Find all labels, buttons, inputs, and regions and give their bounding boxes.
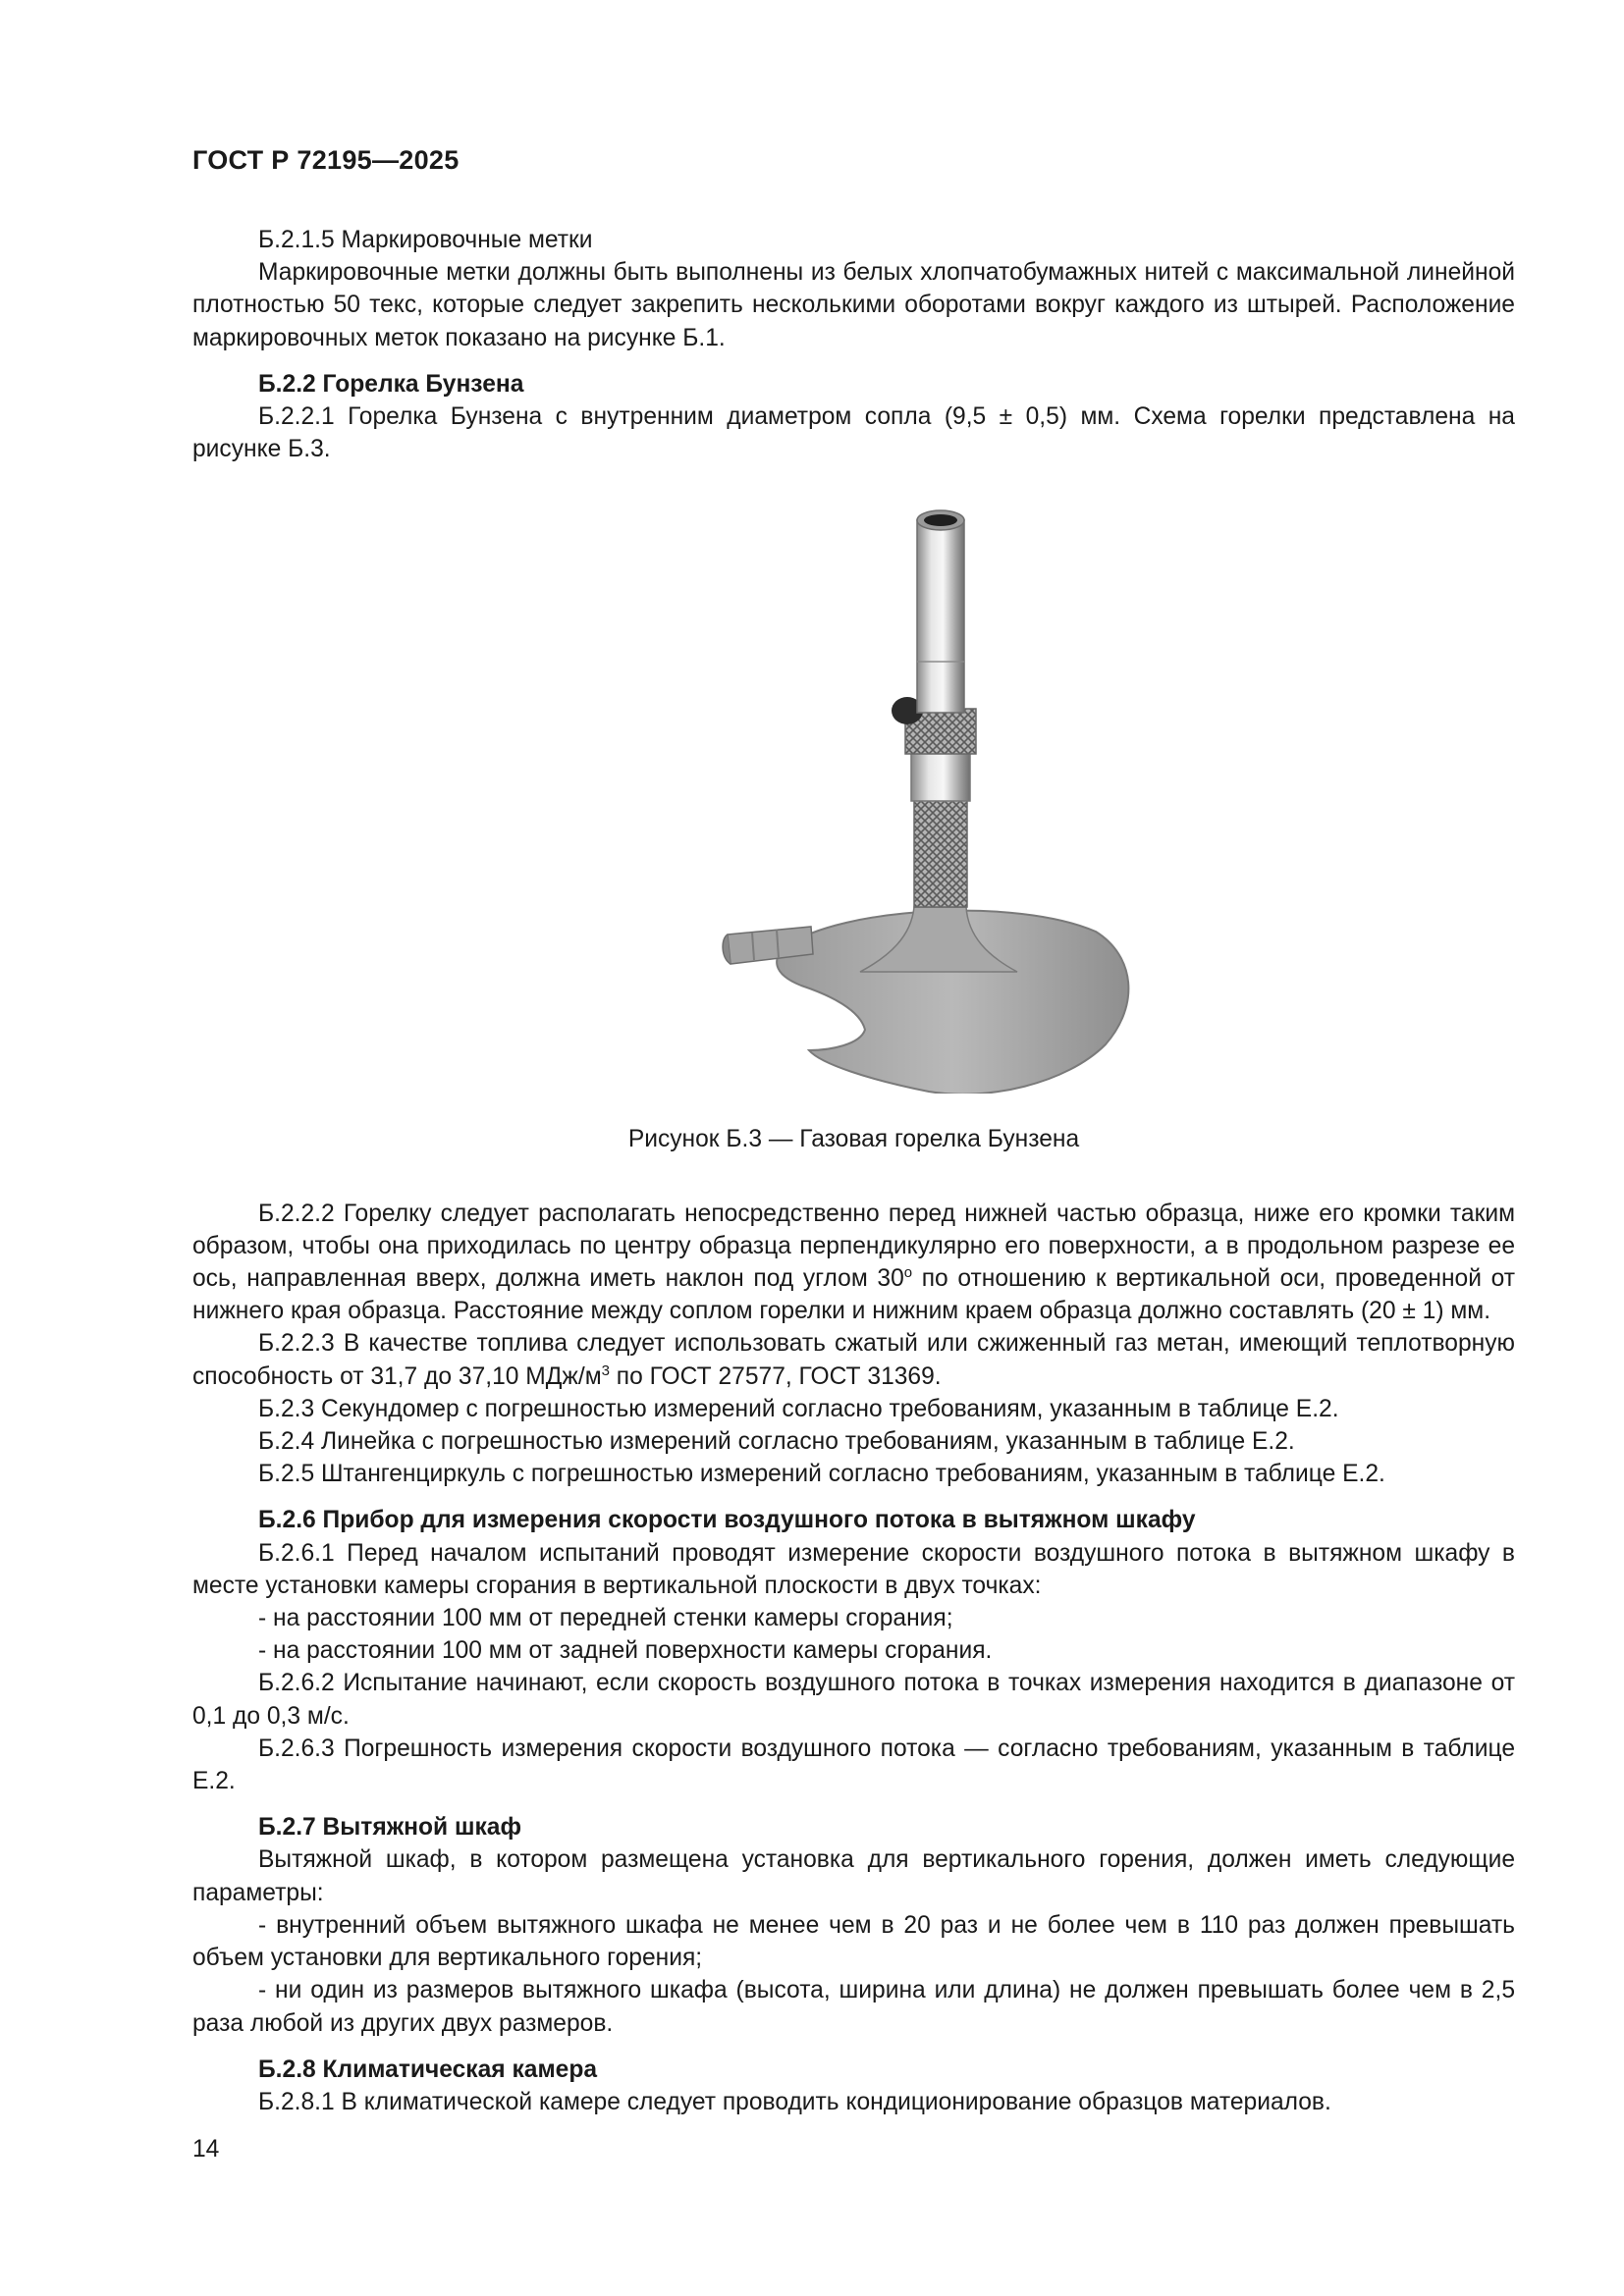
unit-superscript: 3 — [601, 1362, 610, 1379]
paragraph: Б.2.6.1 Перед началом испытаний проводят измерение скорости воздушного потока в вытяжном шкафу в месте установки камеры сгорания в вертикальной плоскости в двух точках: — [192, 1539, 1515, 1599]
section-heading: Б.2.8 Климатическая камера — [258, 2056, 598, 2083]
document-header: ГОСТ Р 72195—2025 — [192, 145, 460, 175]
paragraph: Б.2.6.3 Погрешность измерения скорости воздушного потока — согласно требованиям, указанным в таблице Е.2. — [192, 1735, 1515, 1795]
section-heading: Б.2.2 Горелка Бунзена — [258, 370, 524, 398]
section-heading: Б.2.6 Прибор для измерения скорости воздушного потока в вытяжном шкафу — [258, 1507, 1196, 1534]
page-number: 14 — [192, 2136, 220, 2163]
paragraph: Б.2.8.1 В климатической камере следует проводить кондиционирование образцов материалов. — [258, 2088, 1331, 2115]
bunsen-burner-image — [693, 495, 1243, 1094]
list-item: - на расстоянии 100 мм от задней поверхности камеры сгорания. — [258, 1637, 993, 1665]
list-item: - ни один из размеров вытяжного шкафа (высота, ширина или длина) не должен превышать более чем в 2,5 раза любой из других двух размеров. — [192, 1977, 1515, 2037]
paragraph-text: по ГОСТ 27577, ГОСТ 31369. — [609, 1362, 942, 1390]
paragraph — [192, 1198, 1515, 1328]
paragraph: Б.2.4 Линейка с погрешностью измерений согласно требованиям, указанным в таблице Е.2. — [258, 1428, 1295, 1456]
paragraph-text: Б.2.2.2 Горелку следует располагать непосредственно перед нижней частью образца, ниже его кромки таким образом, чтобы она приходилась по центру образца перпендикулярно его поверхности, а в продольном разрезе ее ось, направленная вверх, должна иметь наклон под углом 30 — [192, 1200, 1515, 1293]
paragraph: Б.2.1.5 Маркировочные метки — [258, 227, 593, 253]
paragraph-text: по отношению к вертикальной оси, проведенной от нижнего края образца. Расстояние между соплом горелки и нижним краем образца должно составлять (20 ± 1) мм. — [192, 1265, 1516, 1325]
paragraph: Б.2.6.2 Испытание начинают, если скорость воздушного потока в точках измерения находится в диапазоне от 0,1 до 0,3 м/с. — [192, 1670, 1515, 1730]
paragraph: Б.2.5 Штангенциркуль с погрешностью измерений согласно требованиям, указанным в таблице Е.2. — [258, 1461, 1385, 1488]
paragraph — [192, 1327, 1515, 1392]
degree-superscript: о — [903, 1264, 913, 1282]
figure-caption: Рисунок Б.3 — Газовая горелка Бунзена — [627, 1126, 1080, 1153]
paragraph: Маркировочные метки должны быть выполнены из белых хлопчатобумажных нитей с максимальной линейной плотностью 50 текс, которые следует закрепить несколькими оборотами вокруг каждого из штырей. Расположение маркировочных меток показано на рисунке Б.1. — [192, 259, 1515, 351]
section-heading: Б.2.7 Вытяжной шкаф — [258, 1814, 521, 1842]
document-body — [192, 224, 1515, 2118]
paragraph-text: Б.2.2.3 В качестве топлива следует использовать сжатый или сжиженный газ метан, имеющий теплотворную способность от 31,7 до 37,10 МДж/м — [192, 1330, 1515, 1390]
figure-bunsen-burner — [192, 495, 1515, 1123]
list-item: - на расстоянии 100 мм от передней стенки камеры сгорания; — [258, 1605, 953, 1632]
paragraph: Б.2.2.1 Горелка Бунзена с внутренним диаметром сопла (9,5 ± 0,5) мм. Схема горелки представлена на рисунке Б.3. — [192, 403, 1515, 463]
paragraph: Вытяжной шкаф, в котором размещена установка для вертикального горения, должен иметь следующие параметры: — [192, 1846, 1515, 1906]
list-item: - внутренний объем вытяжного шкафа не менее чем в 20 раз и не более чем в 110 раз должен превышать объем установки для вертикального горения; — [192, 1911, 1515, 1972]
paragraph: Б.2.3 Секундомер с погрешностью измерений согласно требованиям, указанным в таблице Е.2. — [258, 1395, 1339, 1422]
